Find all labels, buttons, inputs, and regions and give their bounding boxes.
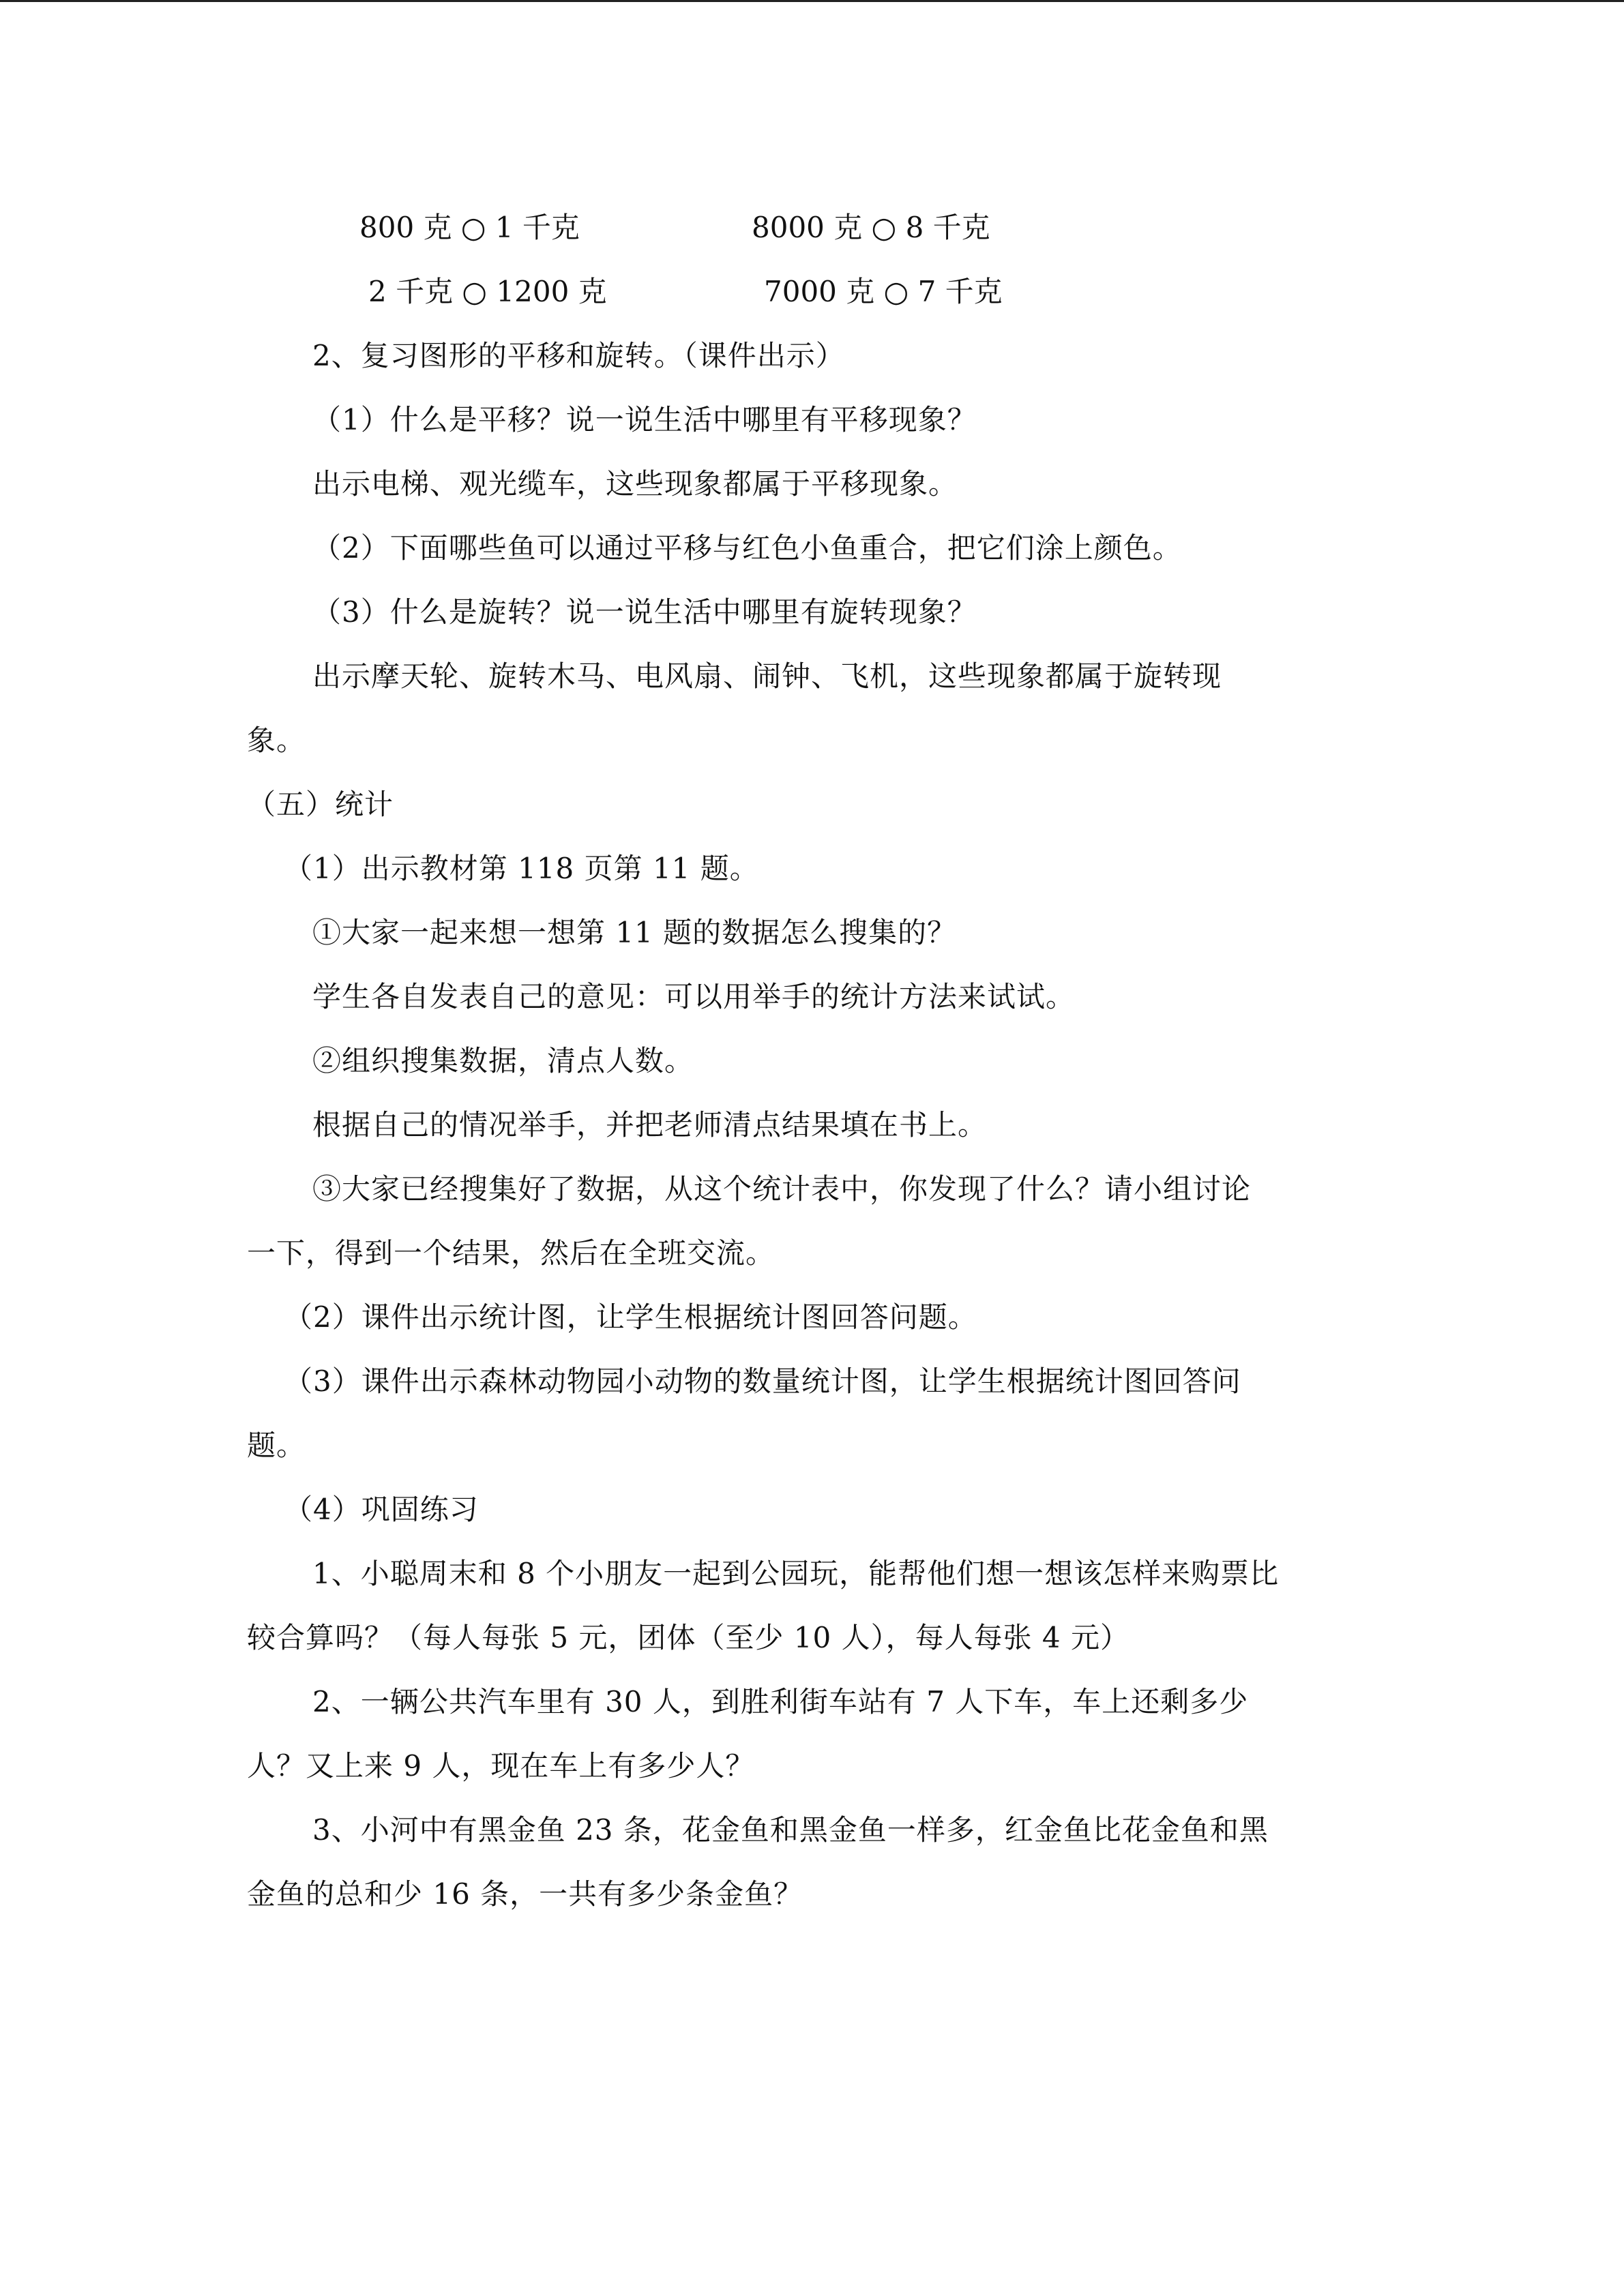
paragraph-line: 2、一辆公共汽车里有 30 人，到胜利街车站有 7 人下车，车上还剩多少 [312, 1685, 1249, 1718]
paragraph-line: 较合算吗？（每人每张 5 元，团体（至少 10 人），每人每张 4 元） [247, 1621, 1130, 1654]
paragraph-line: 出示电梯、观光缆车，这些现象都属于平移现象。 [312, 467, 958, 501]
paragraph-line: 学生各自发表自己的意见：可以用举手的统计方法来试试。 [312, 980, 1076, 1013]
paragraph-line: 3、小河中有黑金鱼 23 条，花金鱼和黑金鱼一样多，红金鱼比花金鱼和黑 [312, 1813, 1269, 1847]
paragraph-line: 1、小聪周末和 8 个小朋友一起到公园玩，能帮他们想一想该怎样来购票比 [312, 1557, 1280, 1590]
paragraph-line: ③大家已经搜集好了数据，从这个统计表中，你发现了什么？请小组讨论 [312, 1172, 1252, 1206]
paragraph-line: （1）出示教材第 118 页第 11 题。 [284, 852, 759, 885]
paragraph-line: ②组织搜集数据，清点人数。 [312, 1044, 694, 1077]
paragraph-line: （2）课件出示统计图，让学生根据统计图回答问题。 [284, 1300, 977, 1334]
paragraph-line: 人？又上来 9 人，现在车上有多少人？ [247, 1749, 755, 1783]
paragraph-line: （2）下面哪些鱼可以通过平移与红色小鱼重合，把它们涂上颜色。 [312, 531, 1182, 565]
compare-left-2: 2 千克 ○ 1200 克 [368, 275, 607, 308]
paragraph-line: （1）什么是平移？说一说生活中哪里有平移现象？ [312, 403, 977, 436]
section-heading-practice: （4）巩固练习 [284, 1493, 479, 1526]
paragraph-line: （3）什么是旋转？说一说生活中哪里有旋转现象？ [312, 595, 977, 629]
paragraph-line: （3）课件出示森林动物园小动物的数量统计图，让学生根据统计图回答问 [284, 1365, 1241, 1398]
compare-right-2: 7000 克 ○ 7 千克 [764, 275, 1003, 308]
paragraph-line: 出示摩天轮、旋转木马、电风扇、闹钟、飞机，这些现象都属于旋转现 [312, 659, 1222, 693]
section-heading-statistics: （五）统计 [247, 788, 394, 821]
compare-right-1: 8000 克 ○ 8 千克 [752, 211, 990, 244]
paragraph-line: 题。 [247, 1429, 306, 1462]
paragraph-line: 金鱼的总和少 16 条，一共有多少条金鱼？ [247, 1877, 803, 1911]
paragraph-line: 根据自己的情况举手，并把老师清点结果填在书上。 [312, 1108, 988, 1142]
paragraph-line: 一下，得到一个结果，然后在全班交流。 [247, 1236, 776, 1270]
paragraph-line: 象。 [247, 724, 306, 757]
paragraph-line: ①大家一起来想一想第 11 题的数据怎么搜集的？ [312, 916, 957, 949]
section-heading-shapes: 2、复习图形的平移和旋转。（课件出示） [312, 339, 845, 372]
compare-left-1: 800 克 ○ 1 千克 [359, 211, 580, 244]
